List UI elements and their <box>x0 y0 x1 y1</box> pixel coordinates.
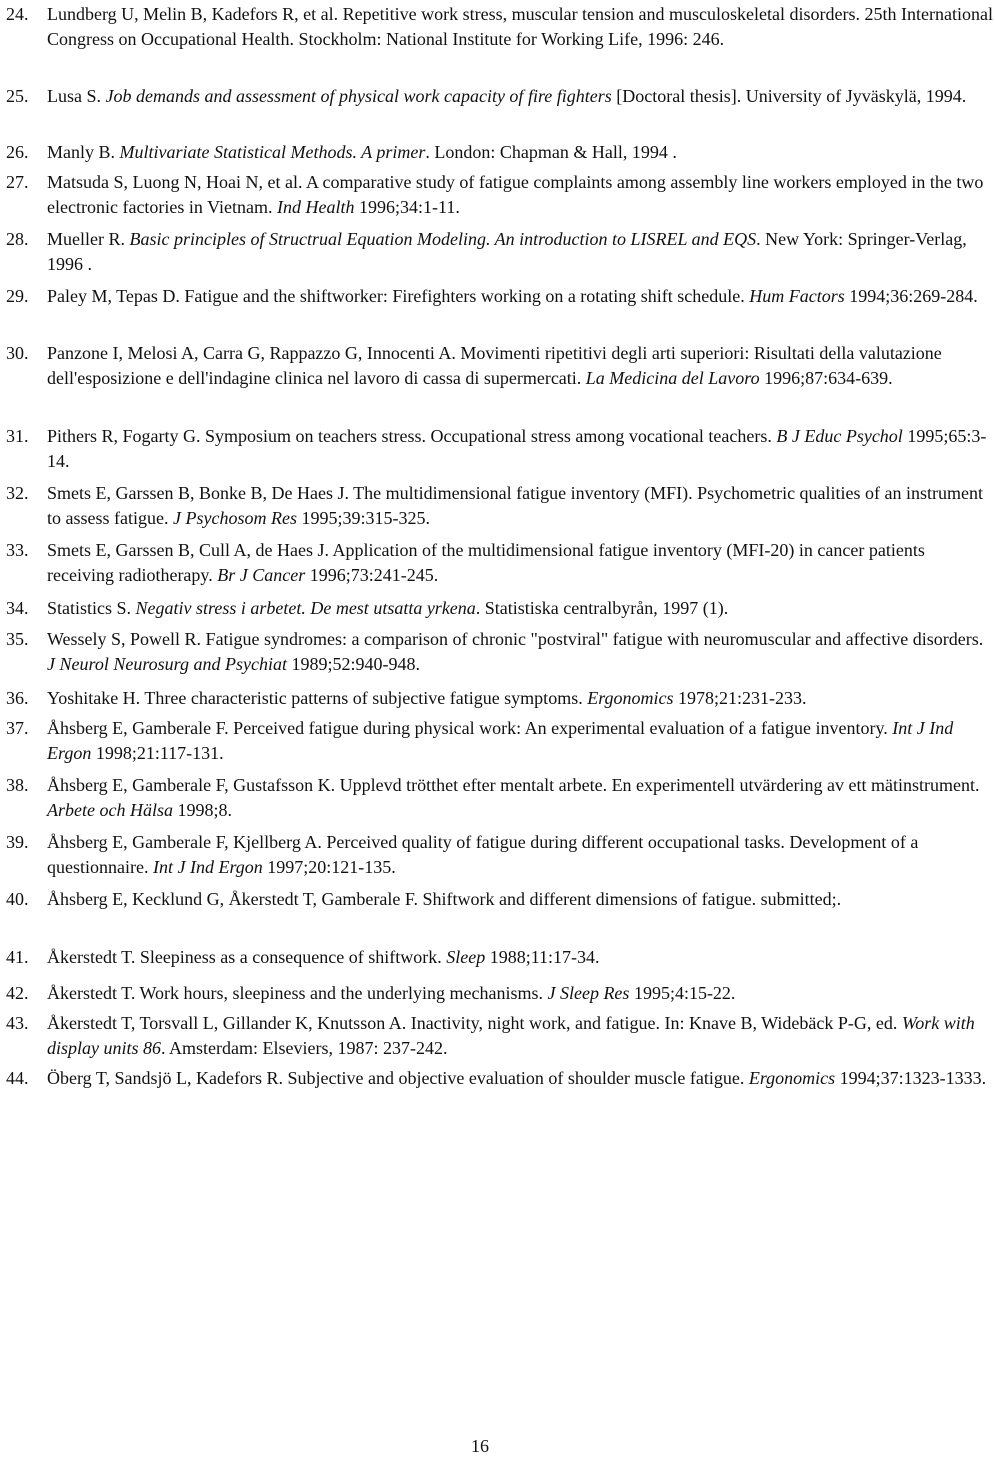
reference-segment: Smets E, Garssen B, Bonke B, De Haes J. The multidimensional fatigue inventory (MFI). Psychometric qualities of an instrument to assess fatigue. <box>47 483 984 528</box>
reference-entry <box>6 84 995 109</box>
reference-italic-segment: Ergonomics <box>748 1068 836 1088</box>
reference-number: 39. <box>6 832 29 852</box>
reference-segment: . New York: Springer-Verlag, 1996 . <box>47 229 967 274</box>
reference-segment: Smets E, Garssen B, Cull A, de Haes J. Application of the multidimensional fatigue inventory (MFI-20) in cancer patients receiving radiotherapy. <box>47 540 925 585</box>
reference-segment: Lundberg U, Melin B, Kadefors R, et al. Repetitive work stress, muscular tension and musculoskeletal disorders. 25th International Congress on Occupational Health. Stockholm: National Institute for Working Life, 1996: 246. <box>47 4 993 49</box>
reference-number: 36. <box>6 688 29 708</box>
reference-text <box>47 830 995 880</box>
reference-segment: Öberg T, Sandsjö L, Kadefors R. Subjective and objective evaluation of shoulder muscle fatigue. <box>47 1068 749 1088</box>
reference-entry <box>6 830 995 880</box>
reference-number: 31. <box>6 426 29 446</box>
reference-entry <box>6 686 995 711</box>
reference-text <box>47 1066 995 1091</box>
reference-segment: 1998;21:117-131. <box>91 743 224 763</box>
reference-italic-segment: J Neurol Neurosurg and Psychiat <box>47 654 287 674</box>
reference-number: 41. <box>6 947 29 967</box>
reference-number: 43. <box>6 1013 29 1033</box>
reference-entry <box>6 887 995 912</box>
reference-segment: Mueller R. <box>47 229 130 249</box>
reference-segment: [Doctoral thesis]. University of Jyväskylä, 1994. <box>611 86 967 106</box>
reference-segment: Åkerstedt T, Torsvall L, Gillander K, Knutsson A. Inactivity, night work, and fatigue. In: Knave B, Widebäck P-G, ed. <box>47 1013 902 1033</box>
reference-italic-segment: Arbete och Hälsa <box>47 800 173 820</box>
reference-number: 32. <box>6 483 29 503</box>
reference-segment: . Amsterdam: Elseviers, 1987: 237-242. <box>161 1038 448 1058</box>
reference-text <box>47 686 995 711</box>
reference-italic-segment: La Medicina del Lavoro <box>585 368 760 388</box>
reference-entry <box>6 284 995 309</box>
reference-number: 42. <box>6 983 29 1003</box>
reference-number: 44. <box>6 1068 29 1088</box>
reference-segment: 1978;21:231-233. <box>673 688 807 708</box>
reference-text <box>47 716 995 766</box>
reference-segment: Matsuda S, Luong N, Hoai N, et al. A comparative study of fatigue complaints among assembly line workers employed in the two electronic factories in Vietnam. <box>47 172 984 217</box>
reference-number: 34. <box>6 598 29 618</box>
reference-segment: 1996;34:1-11. <box>354 197 460 217</box>
reference-text <box>47 2 995 52</box>
reference-italic-segment: B J Educ Psychol <box>776 426 903 446</box>
reference-segment: Åhsberg E, Gamberale F. Perceived fatigue during physical work: An experimental evaluation of a fatigue inventory. <box>47 718 893 738</box>
reference-number: 26. <box>6 142 29 162</box>
reference-italic-segment: Basic principles of Structrual Equation Modeling. An introduction to LISREL and EQS <box>129 229 757 249</box>
reference-segment: Pithers R, Fogarty G. Symposium on teachers stress. Occupational stress among vocational teachers. <box>47 426 777 446</box>
reference-text <box>47 341 995 391</box>
reference-segment: Wessely S, Powell R. Fatigue syndromes: a comparison of chronic "postviral" fatigue with neuromuscular and affective disorders. <box>47 629 984 649</box>
reference-segment: 1988;11:17-34. <box>485 947 600 967</box>
reference-number: 33. <box>6 540 29 560</box>
reference-segment: Åhsberg E, Gamberale F, Gustafsson K. Upplevd trötthet efter mentalt arbete. En experimentell utvärdering av ett mätinstrument. <box>47 775 980 795</box>
reference-segment: . Statistiska centralbyrån, 1997 (1). <box>475 598 729 618</box>
page-number: 16 <box>471 1436 489 1456</box>
reference-text <box>47 481 995 531</box>
reference-number: 27. <box>6 172 29 192</box>
reference-segment: 1994;37:1323-1333. <box>835 1068 987 1088</box>
reference-text <box>47 84 995 109</box>
reference-segment: 1989;52:940-948. <box>286 654 420 674</box>
reference-number: 35. <box>6 629 29 649</box>
reference-number: 25. <box>6 86 29 106</box>
reference-number: 28. <box>6 229 29 249</box>
reference-entry <box>6 596 995 621</box>
reference-segment: Yoshitake H. Three characteristic patterns of subjective fatigue symptoms. <box>47 688 588 708</box>
reference-entry <box>6 2 995 52</box>
reference-number: 38. <box>6 775 29 795</box>
reference-segment: Statistics S. <box>47 598 136 618</box>
reference-italic-segment: J Sleep Res <box>547 983 630 1003</box>
reference-text <box>47 170 995 220</box>
reference-number: 37. <box>6 718 29 738</box>
reference-entry <box>6 227 995 277</box>
reference-segment: Panzone I, Melosi A, Carra G, Rappazzo G, Innocenti A. Movimenti ripetitivi degli arti superiori: Risultati della valutazione dell'esposizione e dell'indagine clinica nel lavoro di cassa di supermercati. <box>47 343 942 388</box>
reference-italic-segment: Multivariate Statistical Methods. A primer <box>119 142 426 162</box>
reference-entry <box>6 170 995 220</box>
reference-entry <box>6 538 995 588</box>
reference-italic-segment: Int J Ind Ergon <box>47 718 954 763</box>
reference-segment: 1996;73:241-245. <box>305 565 439 585</box>
reference-segment: 1995;39:315-325. <box>296 508 430 528</box>
reference-segment: Paley M, Tepas D. Fatigue and the shiftworker: Firefighters working on a rotating shift schedule. <box>47 286 750 306</box>
reference-segment: Manly B. <box>47 142 120 162</box>
reference-segment: Åkerstedt T. Work hours, sleepiness and the underlying mechanisms. <box>47 983 548 1003</box>
reference-text <box>47 596 995 621</box>
reference-segment: 1994;36:269-284. <box>844 286 978 306</box>
reference-entry <box>6 716 995 766</box>
reference-number: 30. <box>6 343 29 363</box>
reference-number: 40. <box>6 889 29 909</box>
reference-text <box>47 773 995 823</box>
reference-entry <box>6 945 995 970</box>
reference-segment: Åhsberg E, Kecklund G, Åkerstedt T, Gamberale F. Shiftwork and different dimensions of fatigue. submitted;. <box>47 889 842 909</box>
reference-segment: 1995;4:15-22. <box>629 983 736 1003</box>
reference-entry <box>6 341 995 391</box>
reference-italic-segment: Ind Health <box>277 197 355 217</box>
reference-segment: . London: Chapman & Hall, 1994 . <box>425 142 677 162</box>
reference-italic-segment: Sleep <box>446 947 486 967</box>
reference-entry <box>6 140 995 165</box>
reference-italic-segment: Ergonomics <box>587 688 674 708</box>
reference-entry <box>6 1066 995 1091</box>
reference-text <box>47 424 995 474</box>
reference-text <box>47 538 995 588</box>
reference-text <box>47 140 995 165</box>
reference-segment: 1998;8. <box>172 800 232 820</box>
reference-entry <box>6 773 995 823</box>
reference-text <box>47 981 995 1006</box>
reference-entry <box>6 1011 995 1061</box>
reference-entry <box>6 627 995 677</box>
reference-entry <box>6 981 995 1006</box>
reference-segment: 1995;65:3-14. <box>47 426 987 471</box>
reference-text <box>47 627 995 677</box>
reference-entry <box>6 424 995 474</box>
reference-segment: Åkerstedt T. Sleepiness as a consequence of shiftwork. <box>47 947 447 967</box>
reference-entry <box>6 481 995 531</box>
reference-segment: 1996;87:634-639. <box>759 368 893 388</box>
reference-segment: Lusa S. <box>47 86 106 106</box>
reference-italic-segment: Negativ stress i arbetet. De mest utsatta yrkena <box>135 598 476 618</box>
reference-text <box>47 1011 995 1061</box>
reference-segment: 1997;20:121-135. <box>262 857 396 877</box>
reference-text <box>47 284 995 309</box>
reference-italic-segment: Br J Cancer <box>217 565 306 585</box>
reference-italic-segment: Work with display units 86 <box>47 1013 975 1058</box>
reference-italic-segment: J Psychosom Res <box>172 508 297 528</box>
reference-number: 24. <box>6 4 29 24</box>
reference-italic-segment: Job demands and assessment of physical work capacity of fire fighters <box>105 86 612 106</box>
reference-number: 29. <box>6 286 29 306</box>
reference-text <box>47 227 995 277</box>
reference-italic-segment: Int J Ind Ergon <box>152 857 263 877</box>
reference-text <box>47 945 995 970</box>
reference-italic-segment: Hum Factors <box>749 286 845 306</box>
reference-text <box>47 887 995 912</box>
reference-segment: Åhsberg E, Gamberale F, Kjellberg A. Perceived quality of fatigue during different occupational tasks. Development of a questionnaire. <box>47 832 919 877</box>
